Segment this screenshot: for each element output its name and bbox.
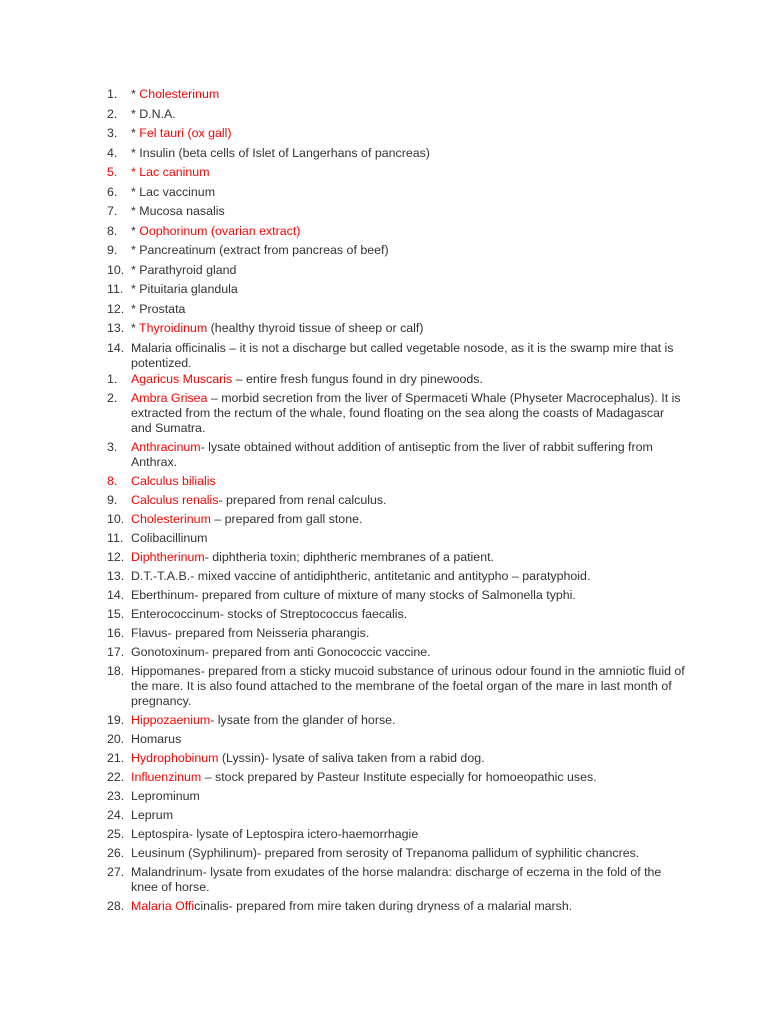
list-item [107,626,687,641]
remedy-name: Ambra Grisea [131,391,208,405]
list-item-text [131,474,687,489]
list-item [107,512,687,527]
list-item-number: 14. [107,588,125,602]
list-item-number: 15. [107,607,125,621]
remedy-name: Calculus renalis [131,493,219,507]
list-item [107,713,687,728]
list-item-number: 11. [107,282,124,296]
list-item-number: 13. [107,321,125,335]
list-item [107,372,687,387]
item-text-segment: Gonotoxinum- prepared from anti Gonococcic vaccine. [131,645,431,659]
list-item-text [131,372,687,387]
list-item-number: 12. [107,550,125,564]
list-item-number: 2. [107,391,118,405]
list-item-text [131,263,687,278]
nosode-list-organotherapy [107,87,687,371]
item-text-segment: * Insulin (beta cells of Islet of Langerhans of pancreas) [131,145,430,160]
list-item-text [131,865,687,895]
list-item [107,302,687,317]
list-item-text [131,607,687,622]
list-item-number: 7. [107,204,118,218]
list-item [107,732,687,747]
item-text-segment: (healthy thyroid tissue of sheep or calf) [207,321,424,335]
list-item-text [131,146,687,161]
remedy-name: Anthracinum [131,440,201,454]
list-item [107,440,687,470]
list-item [107,588,687,603]
remedy-name: Cholesterinum [139,87,220,101]
list-item-number: 5. [107,165,118,179]
item-text-segment: * [131,126,140,140]
list-item-text [131,808,687,823]
remedy-name: Diphtherinum [131,550,205,564]
list-item-text [131,87,687,102]
item-text-segment: Eberthinum- prepared from culture of mixture of many stocks of Salmonella typhi. [131,588,576,602]
list-item-text [131,770,687,785]
list-item-text [131,224,687,239]
list-item [107,865,687,895]
item-text-segment: Flavus- prepared from Neisseria pharangis. [131,626,370,640]
list-item-number: 13. [107,569,125,583]
list-item [107,87,687,102]
list-item [107,493,687,508]
list-item-text [131,827,687,842]
list-item-text [131,512,687,527]
list-item-text [131,440,687,470]
list-item-number: 3. [107,440,118,454]
item-text-segment: cinalis- prepared from mire taken during dryness of a malarial marsh. [194,899,573,913]
list-item-number: 18. [107,664,125,678]
list-item-number: 9. [107,493,118,507]
list-item-text [131,899,687,914]
list-item-text [131,846,687,861]
list-item [107,165,687,180]
list-item-number: 22. [107,770,125,784]
list-item-text [131,550,687,565]
list-item-number: 4. [107,145,118,160]
item-text-segment: * Pituitaria glandula [131,282,238,296]
list-item-number: 17. [107,645,125,659]
remedy-name: Oophorinum (ovarian extract) [139,223,301,238]
item-text-segment: Leusinum (Syphilinum)- prepared from serosity of Trepanoma pallidum of syphilitic chancres. [131,846,640,860]
list-item-text [131,493,687,508]
list-item-number: 10. [107,512,125,526]
list-item-number: 21. [107,751,125,765]
remedy-name: Agaricus Muscaris [131,372,233,386]
item-text-segment: Leprum [131,808,174,822]
item-text-segment: * Prostata [131,301,186,316]
list-item-number: 19. [107,713,125,727]
item-text-segment: Leptospira- lysate of Leptospira ictero-haemorrhagie [131,827,419,841]
list-item-number: 3. [107,126,118,140]
remedy-name: * Lac caninum [131,165,210,179]
list-item [107,341,687,371]
list-item [107,531,687,546]
list-item-number: 12. [107,301,125,316]
list-item [107,789,687,804]
list-item-number: 6. [107,184,118,199]
list-item-text [131,321,687,336]
list-item-number: 10. [107,262,125,277]
remedy-name: Fel tauri (ox gall) [139,126,232,140]
list-item-text [131,569,687,584]
item-text-segment: * Lac vaccinum [131,184,216,199]
list-item-number: 27. [107,865,125,879]
list-item-text [131,789,687,804]
list-item [107,664,687,709]
item-text-segment: Leprominum [131,789,200,803]
remedy-name: Hippozaenium [131,713,211,727]
list-item-number: 14. [107,340,125,355]
list-item [107,243,687,258]
list-item [107,224,687,239]
list-item-text [131,645,687,660]
nosode-list-sources [107,372,687,914]
list-item-number: 23. [107,789,125,803]
list-item [107,474,687,489]
list-item-text [131,107,687,122]
item-text-segment: * D.N.A. [131,106,176,121]
list-item-number: 26. [107,846,125,860]
item-text-segment: * Pancreatinum (extract from pancreas of beef) [131,243,389,257]
list-item-number: 2. [107,106,118,121]
remedy-name: Malaria Offi [131,899,195,913]
item-text-segment: Malandrinum- lysate from exudates of the horse malandra: discharge of eczema in the fold of the knee of horse. [131,865,662,894]
list-item [107,569,687,584]
list-item [107,107,687,122]
item-text-segment: - diphtheria toxin; diphtheric membranes of a patient. [204,550,494,564]
list-item-text [131,185,687,200]
list-item-text [131,302,687,317]
item-text-segment: * [131,87,140,101]
list-item [107,827,687,842]
list-item-text [131,391,687,436]
list-item [107,126,687,141]
list-item [107,550,687,565]
list-item-text [131,664,687,709]
item-text-segment: - prepared from renal calculus. [218,493,387,507]
item-text-segment: – morbid secretion from the liver of Spermaceti Whale (Physeter Macrocephalus). It is extracted from the rectum of the whale, found floating on the sea along the coasts of Madagascar and Sumatra. [131,391,681,435]
list-item [107,391,687,436]
list-item-number: 11. [107,531,124,545]
list-item-number: 25. [107,827,125,841]
list-item [107,607,687,622]
item-text-segment: * Mucosa nasalis [131,204,225,218]
item-text-segment: (Lyssin)- lysate of saliva taken from a rabid dog. [218,751,485,765]
list-item-text [131,588,687,603]
list-item [107,204,687,219]
list-item [107,321,687,336]
list-item-text [131,626,687,641]
item-text-segment: * Parathyroid gland [131,262,237,277]
item-text-segment: Hippomanes- prepared from a sticky mucoid substance of urinous odour found in the amniotic fluid of the mare. It is also found attached to the membrane of the foetal organ of the mare in last month of pregnancy. [131,664,685,708]
list-item-number: 24. [107,808,125,822]
item-text-segment: - lysate obtained without addition of antiseptic from the liver of rabbit suffering from Anthrax. [131,440,653,469]
list-item [107,770,687,785]
list-item [107,899,687,914]
remedy-name: Calculus bilialis [131,474,216,488]
list-item-text [131,751,687,766]
list-item-text [131,732,687,747]
remedy-name: Hydrophobinum [131,751,219,765]
item-text-segment: Malaria officinalis – it is not a discharge but called vegetable nosode, as it is the swamp mire that is potentized. [131,340,674,370]
item-text-segment: Colibacillinum [131,531,208,545]
list-item-text [131,126,687,141]
list-item-number: 16. [107,626,125,640]
item-text-segment: – stock prepared by Pasteur Institute especially for homoeopathic uses. [201,770,597,784]
item-text-segment: Enterococcinum- stocks of Streptococcus faecalis. [131,607,408,621]
remedy-name: Cholesterinum [131,512,211,526]
list-item-text [131,531,687,546]
item-text-segment: * [131,321,140,335]
item-text-segment: - lysate from the glander of horse. [210,713,396,727]
item-text-segment: Homarus [131,732,182,746]
item-text-segment: – entire fresh fungus found in dry pinewoods. [232,372,483,386]
list-item-text [131,204,687,219]
list-item-text [131,165,687,180]
list-item-number: 8. [107,223,118,238]
list-item [107,808,687,823]
list-item-text [131,713,687,728]
list-item-number: 1. [107,372,118,386]
list-item-text [131,282,687,297]
list-item-number: 9. [107,243,118,257]
list-item [107,645,687,660]
list-item [107,282,687,297]
list-item-number: 20. [107,732,125,746]
list-item-text [131,243,687,258]
list-item-number: 8. [107,474,118,488]
item-text-segment: – prepared from gall stone. [210,512,363,526]
item-text-segment: D.T.-T.A.B.- mixed vaccine of antidiphtheric, antitetanic and antitypho – paratyphoid. [131,569,591,583]
list-item [107,263,687,278]
list-item-number: 28. [107,899,125,913]
list-item [107,751,687,766]
remedy-name: Thyroidinum [139,321,208,335]
list-item-text [131,341,687,371]
list-item-number: 1. [107,87,118,101]
list-item [107,846,687,861]
remedy-name: Influenzinum [131,770,202,784]
list-item [107,185,687,200]
item-text-segment: * [131,223,140,238]
list-item [107,146,687,161]
